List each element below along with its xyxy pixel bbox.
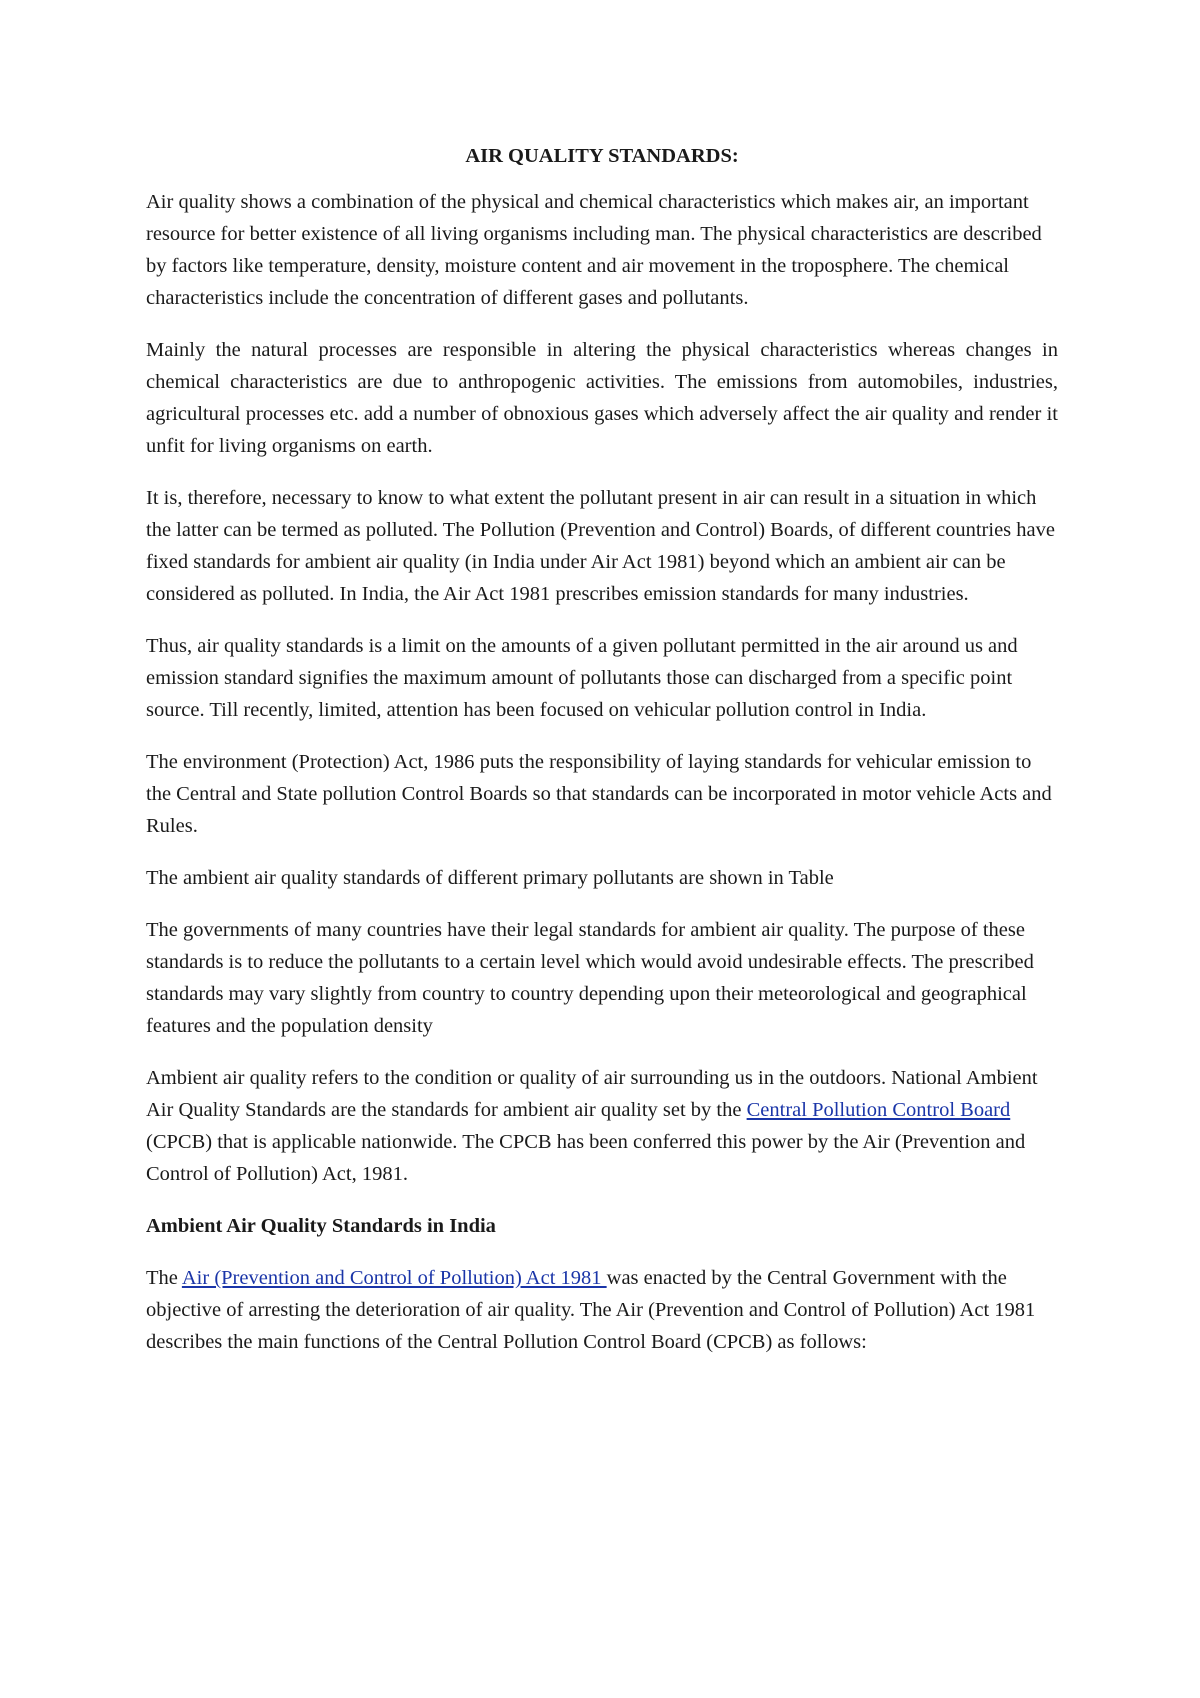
ambient-text-before-link: Ambient air quality refers to the condition or quality of air surrounding us in the outdoors. National Ambient Air Quality Standards are the standards for ambient air quality set by the: [146, 1067, 1038, 1121]
act-text-before-link: The: [146, 1267, 182, 1289]
air-act-link[interactable]: Air (Prevention and Control of Pollution) Act 1981: [181, 1267, 607, 1289]
paragraph-air-act: [146, 1262, 1058, 1358]
paragraph-standards-limit: Thus, air quality standards is a limit on the amounts of a given pollutant permitted in the air around us and emission standard signifies the maximum amount of pollutants those can discharged from a specific point source. Till recently, limited, attention has been focused on vehicular pollution control in India.: [146, 635, 1018, 721]
paragraph-table-reference: The ambient air quality standards of different primary pollutants are shown in Table: [146, 867, 834, 889]
act-text-after-link: was enacted by the Central Government with the objective of arresting the deterioration of air quality. The Air (Prevention and Control of Pollution) Act 1981 describes the main functions of the Central Pollution Control Board (CPCB) as follows:: [146, 1267, 1036, 1353]
paragraph-governments-standards: The governments of many countries have their legal standards for ambient air quality. The purpose of these standards is to reduce the pollutants to a certain level which would avoid undesirable effects. The prescribed standards may vary slightly from country to country depending upon their meteorological and geographical features and the population density: [146, 919, 1034, 1037]
paragraph-environment-act: The environment (Protection) Act, 1986 puts the responsibility of laying standards for vehicular emission to the Central and State pollution Control Boards so that standards can be incorporated in motor vehicle Acts and Rules.: [146, 751, 1052, 837]
document-body: [146, 140, 1058, 1378]
paragraph-air-quality-definition: Air quality shows a combination of the physical and chemical characteristics which makes air, an important resource for better existence of all living organisms including man. The physical characteristics are described by factors like temperature, density, moisture content and air movement in the troposphere. The chemical characteristics include the concentration of different gases and pollutants.: [146, 191, 1042, 309]
paragraph-pollution-boards: It is, therefore, necessary to know to what extent the pollutant present in air can result in a situation in which the latter can be termed as polluted. The Pollution (Prevention and Control) Boards, of different countries have fixed standards for ambient air quality (in India under Air Act 1981) beyond which an ambient air can be considered as polluted. In India, the Air Act 1981 prescribes emission standards for many industries.: [146, 487, 1055, 605]
paragraph-ambient-air-quality: [146, 1062, 1058, 1190]
document-title: AIR QUALITY STANDARDS:: [465, 145, 739, 167]
paragraph-natural-processes: Mainly the natural processes are responsible in altering the physical characteristics whereas changes in chemical characteristics are due to anthropogenic activities. The emissions from automobiles, industries, agricultural processes etc. add a number of obnoxious gases which adversely affect the air quality and render it unfit for living organisms on earth.: [146, 339, 1058, 457]
cpcb-link[interactable]: Central Pollution Control Board: [746, 1099, 1011, 1121]
ambient-text-after-link: (CPCB) that is applicable nationwide. The CPCB has been conferred this power by the Air (Prevention and Control of Pollution) Act, 1981.: [146, 1131, 1026, 1185]
section-heading-india-standards: Ambient Air Quality Standards in India: [146, 1215, 496, 1237]
